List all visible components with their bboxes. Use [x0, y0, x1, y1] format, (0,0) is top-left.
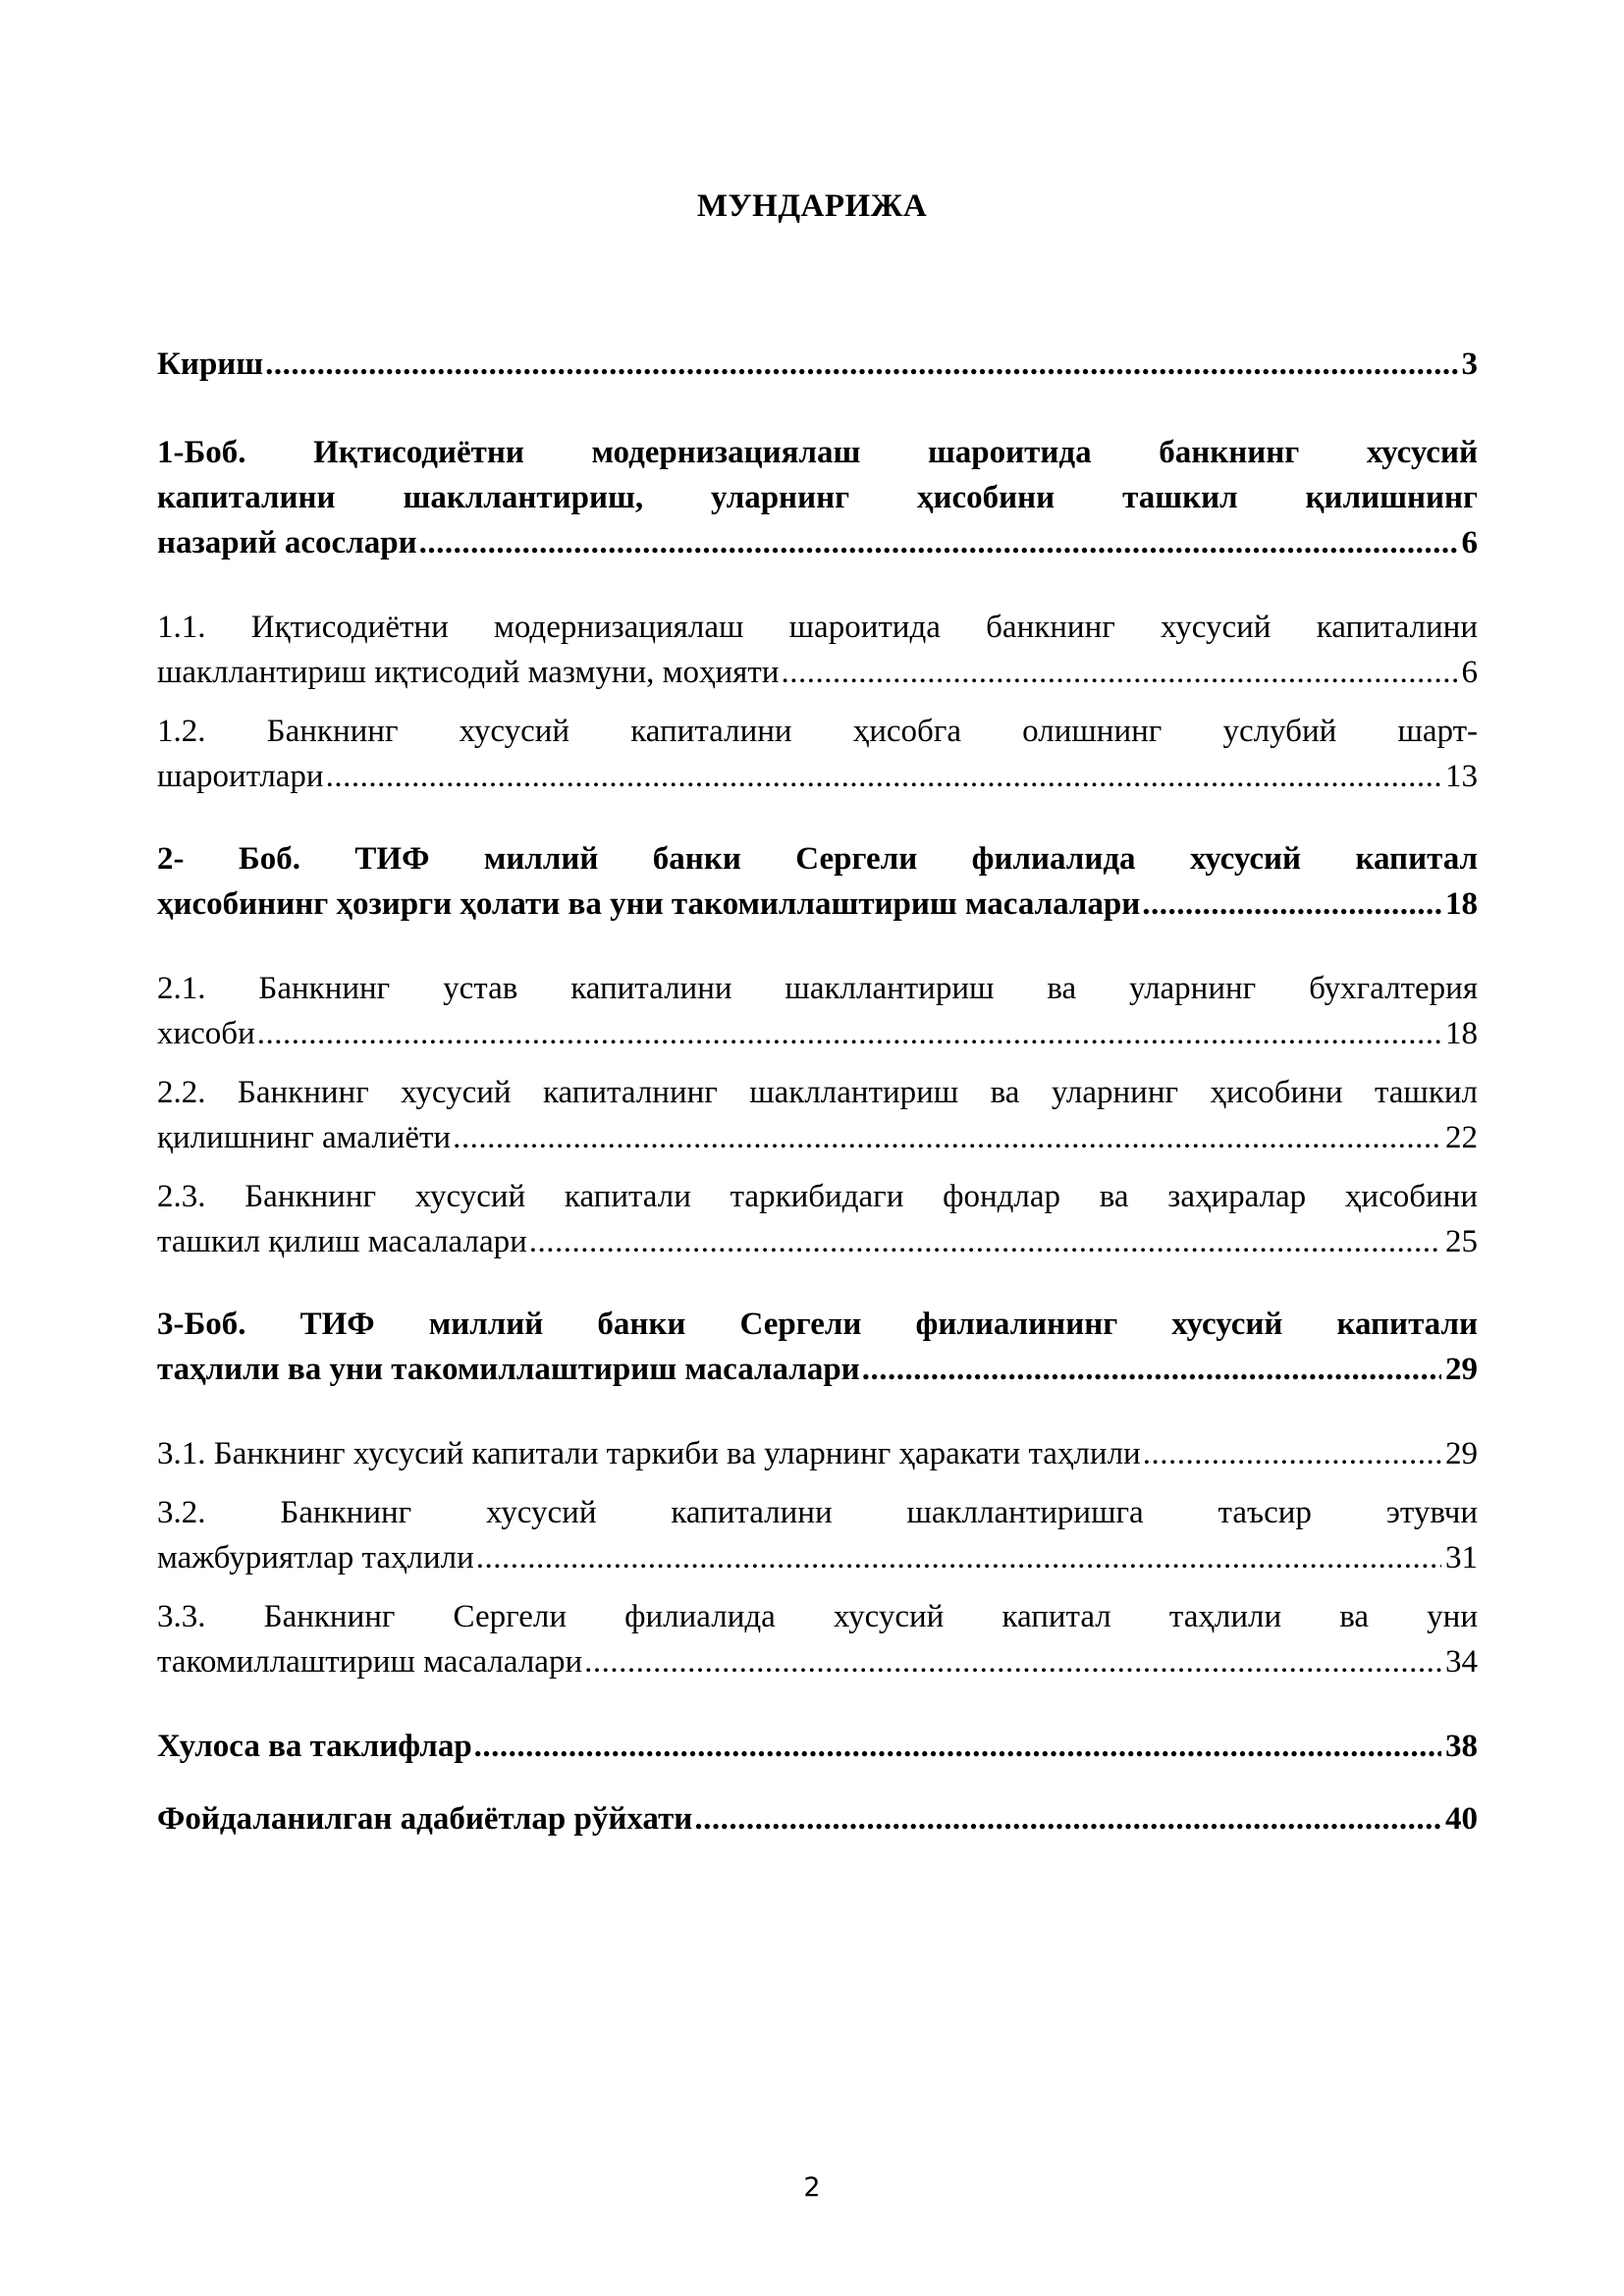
toc-page-number: 6 [1461, 525, 1478, 561]
toc-entry[interactable] [157, 1302, 1478, 1392]
toc-entry-text: 3.1. Банкнинг хусусий капитали таркиби ва уларнинг ҳаракати таҳлили [157, 1436, 1141, 1471]
toc-entry[interactable] [157, 709, 1478, 799]
toc-entry-line: 2.3. Банкнинг хусусий капитали таркибидаги фондлар ва заҳиралар ҳисобини [157, 1179, 1478, 1214]
toc-entry[interactable] [157, 342, 1478, 387]
toc-entry-line: 3.2. Банкнинг хусусий капиталини шакллантиришга таъсир этувчи [157, 1495, 1478, 1530]
toc-entry-text: хисоби [157, 1016, 255, 1051]
toc-entry-line: 1-Боб. Иқтисодиётни модернизациялаш шароитида банкнинг хусусий [157, 435, 1478, 470]
toc-entry-text: қилишнинг амалиёти [157, 1120, 452, 1155]
dot-leader [474, 1535, 1441, 1580]
toc-entry-text: шароитлари [157, 759, 324, 794]
toc-entry[interactable] [157, 966, 1478, 1056]
toc-entry-last-line [157, 1724, 1478, 1769]
dot-leader [527, 1219, 1441, 1264]
toc-entry-last-line [157, 754, 1478, 799]
toc-entry-line: 2.1. Банкнинг устав капиталини шакллантириш ва уларнинг бухгалтерия [157, 971, 1478, 1006]
toc-entry-text: Кириш [157, 347, 264, 382]
toc-entry-last-line [157, 1347, 1478, 1392]
toc-entry-last-line [157, 1115, 1478, 1160]
toc-page-number: 18 [1445, 1016, 1478, 1051]
toc-entry-line: 2- Боб. ТИФ миллий банки Сергели филиалида хусусий капитал [157, 841, 1478, 877]
toc-entry-last-line [157, 650, 1478, 695]
dot-leader [1140, 881, 1441, 927]
toc-page-number: 29 [1445, 1352, 1478, 1387]
toc-entry-text: назарий асослари [157, 525, 417, 561]
toc-entry-last-line [157, 1219, 1478, 1264]
toc-entry-text: такомиллаштириш масалалари [157, 1644, 583, 1680]
dot-leader [860, 1347, 1441, 1392]
dot-leader [472, 1724, 1441, 1769]
toc-entry-line: 1.2. Банкнинг хусусий капиталини ҳисобга олишнинг услубий шарт- [157, 714, 1478, 749]
toc-entry-last-line [157, 881, 1478, 927]
toc-page-number: 40 [1445, 1801, 1478, 1837]
toc-page-number: 22 [1445, 1120, 1478, 1155]
dot-leader [779, 650, 1457, 695]
toc-page-number: 6 [1461, 655, 1478, 690]
page-title: МУНДАРИЖА [696, 188, 928, 224]
dot-leader [263, 342, 1457, 387]
toc-entry[interactable] [157, 836, 1478, 927]
toc-page-number: 34 [1445, 1644, 1478, 1680]
toc-page-number: 18 [1445, 886, 1478, 922]
toc-page-number: 25 [1445, 1224, 1478, 1259]
toc-entry[interactable] [157, 1490, 1478, 1580]
toc-entry-line: 2.2. Банкнинг хусусий капиталнинг шакллантириш ва уларнинг ҳисобини ташкил [157, 1075, 1478, 1110]
toc-entry-line: 3-Боб. ТИФ миллий банки Сергели филиалининг хусусий капитали [157, 1307, 1478, 1342]
toc-entry[interactable] [157, 1724, 1478, 1769]
toc-entry[interactable] [157, 1431, 1478, 1476]
toc-entry-text: шакллантириш иқтисодий мазмуни, моҳияти [157, 655, 780, 690]
toc-entry[interactable] [157, 430, 1478, 565]
toc-entry-last-line [157, 1639, 1478, 1684]
toc-page-number: 29 [1445, 1436, 1478, 1471]
toc-entry-text: Фойдаланилган адабиётлар рўйхати [157, 1801, 693, 1837]
toc-page-number: 31 [1445, 1540, 1478, 1575]
toc-entry-line: капиталини шакллантириш, уларнинг ҳисобини ташкил қилишнинг [157, 480, 1478, 515]
toc-entry[interactable] [157, 1070, 1478, 1160]
dot-leader [1141, 1431, 1441, 1476]
table-of-contents [157, 342, 1478, 1842]
toc-entry-text: ҳисобининг ҳозирги ҳолати ва уни такомиллаштириш масалалари [157, 886, 1141, 922]
toc-entry[interactable] [157, 1594, 1478, 1684]
toc-entry[interactable] [157, 1796, 1478, 1842]
toc-entry-text: ташкил қилиш масалалари [157, 1224, 527, 1259]
dot-leader [451, 1115, 1441, 1160]
toc-page-number: 3 [1461, 347, 1478, 382]
toc-entry-line: 3.3. Банкнинг Сергели филиалида хусусий капитал таҳлили ва уни [157, 1599, 1478, 1634]
toc-entry-last-line [157, 1796, 1478, 1842]
dot-leader [582, 1639, 1441, 1684]
dot-leader [255, 1011, 1441, 1056]
page-number: 2 [803, 2172, 821, 2203]
toc-entry-text: Хулоса ва таклифлар [157, 1729, 472, 1764]
toc-entry-last-line [157, 1011, 1478, 1056]
dot-leader [324, 754, 1441, 799]
dot-leader [692, 1796, 1441, 1842]
toc-entry-text: мажбуриятлар таҳлили [157, 1540, 474, 1575]
toc-entry-last-line [157, 1535, 1478, 1580]
toc-entry-last-line [157, 342, 1478, 387]
toc-entry-line: 1.1. Иқтисодиётни модернизациялаш шароитида банкнинг хусусий капиталини [157, 610, 1478, 645]
toc-entry[interactable] [157, 1174, 1478, 1264]
toc-entry-last-line [157, 1431, 1478, 1476]
dot-leader [417, 520, 1458, 565]
toc-page-number: 13 [1445, 759, 1478, 794]
toc-entry[interactable] [157, 605, 1478, 695]
toc-page-number: 38 [1445, 1729, 1478, 1764]
toc-entry-text: таҳлили ва уни такомиллаштириш масалалари [157, 1352, 860, 1387]
toc-entry-last-line [157, 520, 1478, 565]
